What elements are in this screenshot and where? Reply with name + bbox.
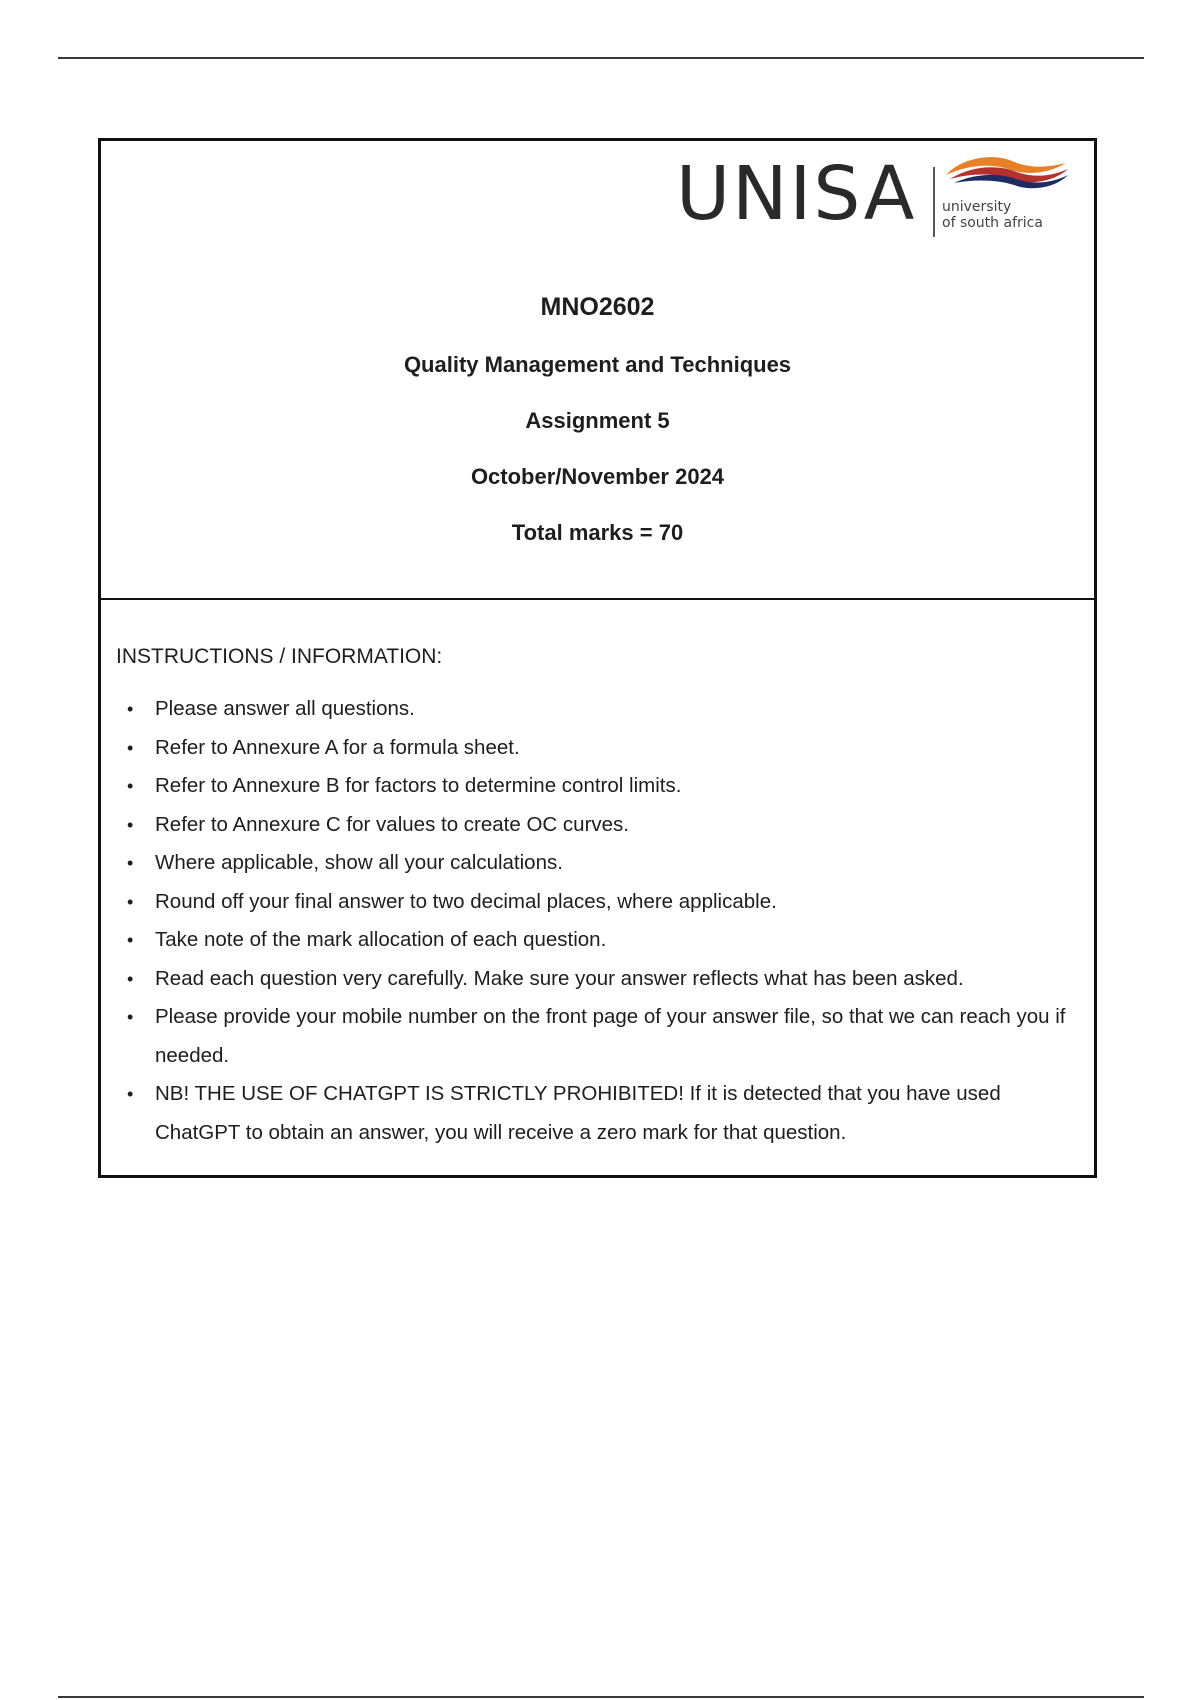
instruction-item [116,921,1082,960]
bullet-icon: • [127,1084,134,1104]
instruction-item [116,729,1082,768]
bullet-icon: • [127,814,134,835]
logo-tagline-line2: of south africa [942,215,1043,231]
logo-divider [933,167,935,237]
instruction-item [116,690,1082,729]
instruction-text: Where applicable, show all your calculations. [155,851,563,874]
instruction-text: Refer to Annexure B for factors to determine control limits. [155,774,682,797]
instruction-text: Read each question very carefully. Make sure your answer reflects what has been asked. [155,966,964,990]
bullet-icon: • [127,853,134,873]
course-code: MNO2602 [540,293,655,321]
instruction-item [116,806,1082,845]
instructions-heading: INSTRUCTIONS / INFORMATION: [116,645,443,668]
instruction-item [116,844,1082,883]
instruction-text: Take note of the mark allocation of each question. [155,928,607,951]
course-title: Quality Management and Techniques [403,352,792,377]
bullet-icon: • [127,776,134,796]
instruction-item [116,1075,1082,1152]
instructions-list [116,690,1082,1152]
header-section [101,141,1094,600]
bullet-icon: • [127,737,134,758]
total-marks: Total marks = 70 [511,520,684,545]
instruction-item [116,767,1082,806]
bullet-icon: • [127,1007,134,1027]
instruction-text: Round off your final answer to two decimal places, where applicable. [155,889,777,913]
instruction-text: Refer to Annexure C for values to create OC curves. [155,812,629,836]
instruction-text: Refer to Annexure A for a formula sheet. [155,735,520,759]
cover-box [98,138,1097,1178]
instruction-text: Please answer all questions. [155,697,415,720]
instruction-item [116,960,1082,999]
title-block [101,291,1094,575]
logo-wordmark: UNISA [676,151,917,237]
logo-tagline-line1: university [942,199,1012,215]
exam-period: October/November 2024 [470,464,725,489]
instructions-section [101,600,1094,1152]
instruction-text: NB! THE USE OF CHATGPT IS STRICTLY PROHIBITED! If it is detected that you have used ChatGPT to obtain an answer, you will receive a zero mark for that question. [155,1082,1001,1144]
instruction-text: Please provide your mobile number on the front page of your answer file, so that we can reach you if needed. [155,1005,1066,1067]
logo-tagline [942,199,1043,231]
assignment-number: Assignment 5 [525,408,670,433]
top-rule [58,57,1144,59]
unisa-logo [676,151,1076,241]
bullet-icon: • [127,699,134,719]
bullet-icon: • [127,930,134,950]
bullet-icon: • [127,891,134,912]
instruction-item [116,883,1082,922]
logo-flag-icon [942,153,1070,193]
bottom-rule [58,1696,1144,1698]
instruction-item [116,998,1082,1075]
bullet-icon: • [127,968,134,989]
